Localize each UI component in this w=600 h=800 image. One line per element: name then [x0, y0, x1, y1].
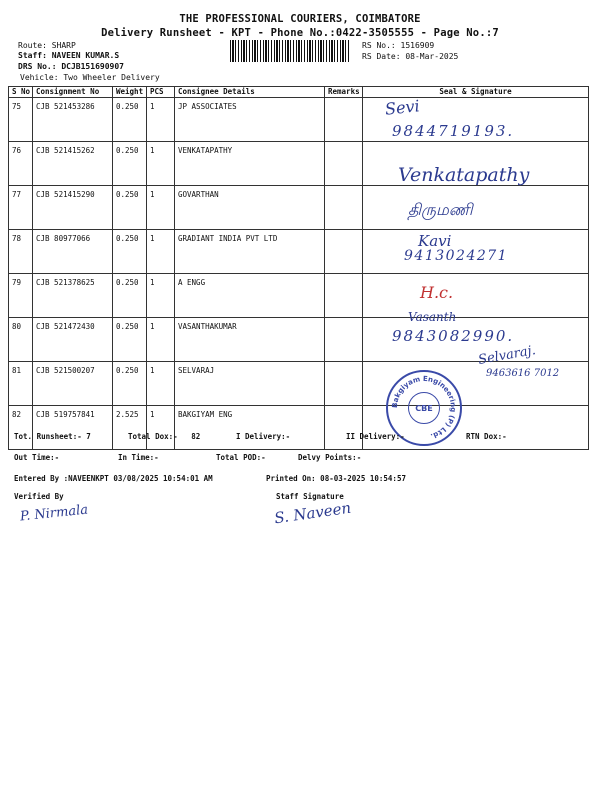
handwritten-signature-76: Venkatapathy	[398, 164, 530, 186]
ii-delivery: II Delivery:-	[346, 432, 405, 441]
cell-sno: 80	[9, 318, 33, 362]
cell-weight: 0.250	[113, 274, 147, 318]
in-time: In Time:-	[118, 453, 159, 462]
handwritten-signature-81: Selvaraj.	[477, 343, 537, 368]
total-dox: Total Dox:- 82	[128, 432, 201, 441]
cell-consignee: A ENGG	[175, 274, 325, 318]
cell-remarks	[325, 186, 363, 230]
entered-by: Entered By :NAVEENKPT 03/08/2025 10:54:01 AM	[14, 474, 213, 483]
cell-pcs: 1	[147, 230, 175, 274]
cell-consignment: CJB 519757841	[33, 406, 113, 450]
cell-remarks	[325, 230, 363, 274]
cell-weight: 0.250	[113, 98, 147, 142]
staff-signature: S. Naveen	[273, 498, 353, 528]
runsheet-subtitle: Delivery Runsheet - KPT - Phone No.:0422-3505555 - Page No.:7	[101, 27, 499, 39]
i-delivery: I Delivery:-	[236, 432, 291, 441]
runsheet-table	[8, 86, 589, 450]
col-sno-header: S No	[9, 87, 33, 98]
rs-no-label: RS No.: 1516909	[362, 41, 435, 50]
cell-sno: 75	[9, 98, 33, 142]
cell-remarks	[325, 362, 363, 406]
table-row	[9, 274, 589, 318]
cell-weight: 0.250	[113, 230, 147, 274]
verified-by-signature: P. Nirmala	[19, 502, 89, 525]
cell-remarks	[325, 406, 363, 450]
cell-consignment: CJB 80977066	[33, 230, 113, 274]
cell-remarks	[325, 318, 363, 362]
svg-text:Bakgiyam Engineering (P) Ltd.: Bakgiyam Engineering (P) Ltd.	[390, 374, 458, 441]
cell-weight: 0.250	[113, 142, 147, 186]
cell-pcs: 1	[147, 318, 175, 362]
staff-label: Staff: NAVEEN KUMAR.S	[18, 51, 120, 60]
cell-sno: 81	[9, 362, 33, 406]
cell-weight: 2.525	[113, 406, 147, 450]
cell-consignee: JP ASSOCIATES	[175, 98, 325, 142]
cell-consignee: BAKGIYAM ENG	[175, 406, 325, 450]
cell-consignment: CJB 521415290	[33, 186, 113, 230]
col-consignment-header: Consignment No	[33, 87, 113, 98]
table-row	[9, 406, 589, 450]
handwritten-phone-78: 9413024271	[404, 248, 509, 264]
col-remarks-header: Remarks	[325, 87, 363, 98]
route-label: Route: SHARP	[18, 41, 76, 50]
cell-consignment: CJB 521453286	[33, 98, 113, 142]
cell-seal	[363, 186, 589, 230]
handwritten-signature-77: திருமணி	[408, 200, 473, 219]
handwritten-phone-80: 9843082990.	[392, 327, 515, 345]
cell-weight: 0.250	[113, 362, 147, 406]
cell-remarks	[325, 98, 363, 142]
out-time: Out Time:-	[14, 453, 60, 462]
barcode	[230, 40, 350, 62]
handwritten-signature-79: H.c.	[420, 283, 454, 302]
col-seal-header: Seal & Signature	[363, 87, 589, 98]
tot-runsheet: Tot. Runsheet:- 7	[14, 432, 91, 441]
cell-sno: 76	[9, 142, 33, 186]
vehicle-label: Vehicle: Two Wheeler Delivery	[20, 73, 160, 82]
cell-consignee: VENKATAPATHY	[175, 142, 325, 186]
cell-pcs: 1	[147, 98, 175, 142]
drs-label: DRS No.: DCJB151690907	[18, 62, 124, 71]
table-header-row	[9, 87, 589, 98]
cell-remarks	[325, 274, 363, 318]
cell-consignment: CJB 521415262	[33, 142, 113, 186]
handwritten-signature-78: Kavi	[418, 232, 452, 250]
cell-pcs: 1	[147, 362, 175, 406]
cell-seal	[363, 274, 589, 318]
cell-consignee: VASANTHAKUMAR	[175, 318, 325, 362]
cell-sno: 77	[9, 186, 33, 230]
col-weight-header: Weight	[113, 87, 147, 98]
col-consignee-header: Consignee Details	[175, 87, 325, 98]
stamp-center: CBE	[408, 392, 440, 424]
cell-pcs: 1	[147, 142, 175, 186]
cell-consignment: CJB 521472430	[33, 318, 113, 362]
rtn-dox: RTN Dox:-	[466, 432, 507, 441]
cell-pcs: 1	[147, 186, 175, 230]
delvy-points: Delvy Points:-	[298, 453, 362, 462]
staff-signature-label: Staff Signature	[276, 492, 344, 501]
cell-consignment: CJB 521500207	[33, 362, 113, 406]
cell-sno: 78	[9, 230, 33, 274]
cell-remarks	[325, 142, 363, 186]
total-pod: Total POD:-	[216, 453, 266, 462]
cell-consignee: GOVARTHAN	[175, 186, 325, 230]
cell-sno: 82	[9, 406, 33, 450]
verified-by-label: Verified By	[14, 492, 64, 501]
cell-consignee: GRADIANT INDIA PVT LTD	[175, 230, 325, 274]
cell-pcs: 1	[147, 274, 175, 318]
handwritten-phone-81: 9463616 7012	[486, 368, 560, 379]
handwritten-phone-75: 9844719193.	[392, 122, 515, 140]
cell-pcs: 1	[147, 406, 175, 450]
cell-consignee: SELVARAJ	[175, 362, 325, 406]
cell-weight: 0.250	[113, 318, 147, 362]
rs-date-label: RS Date: 08-Mar-2025	[362, 52, 459, 61]
cell-sno: 79	[9, 274, 33, 318]
cell-weight: 0.250	[113, 186, 147, 230]
handwritten-signature-80: Vasanth	[408, 310, 457, 324]
company-title: THE PROFESSIONAL COURIERS, COIMBATORE	[179, 13, 421, 25]
printed-on: Printed On: 08-03-2025 10:54:57	[266, 474, 406, 483]
col-pcs-header: PCS	[147, 87, 175, 98]
handwritten-signature-75: Sevi	[384, 96, 421, 119]
cell-consignment: CJB 521378625	[33, 274, 113, 318]
table-row	[9, 186, 589, 230]
